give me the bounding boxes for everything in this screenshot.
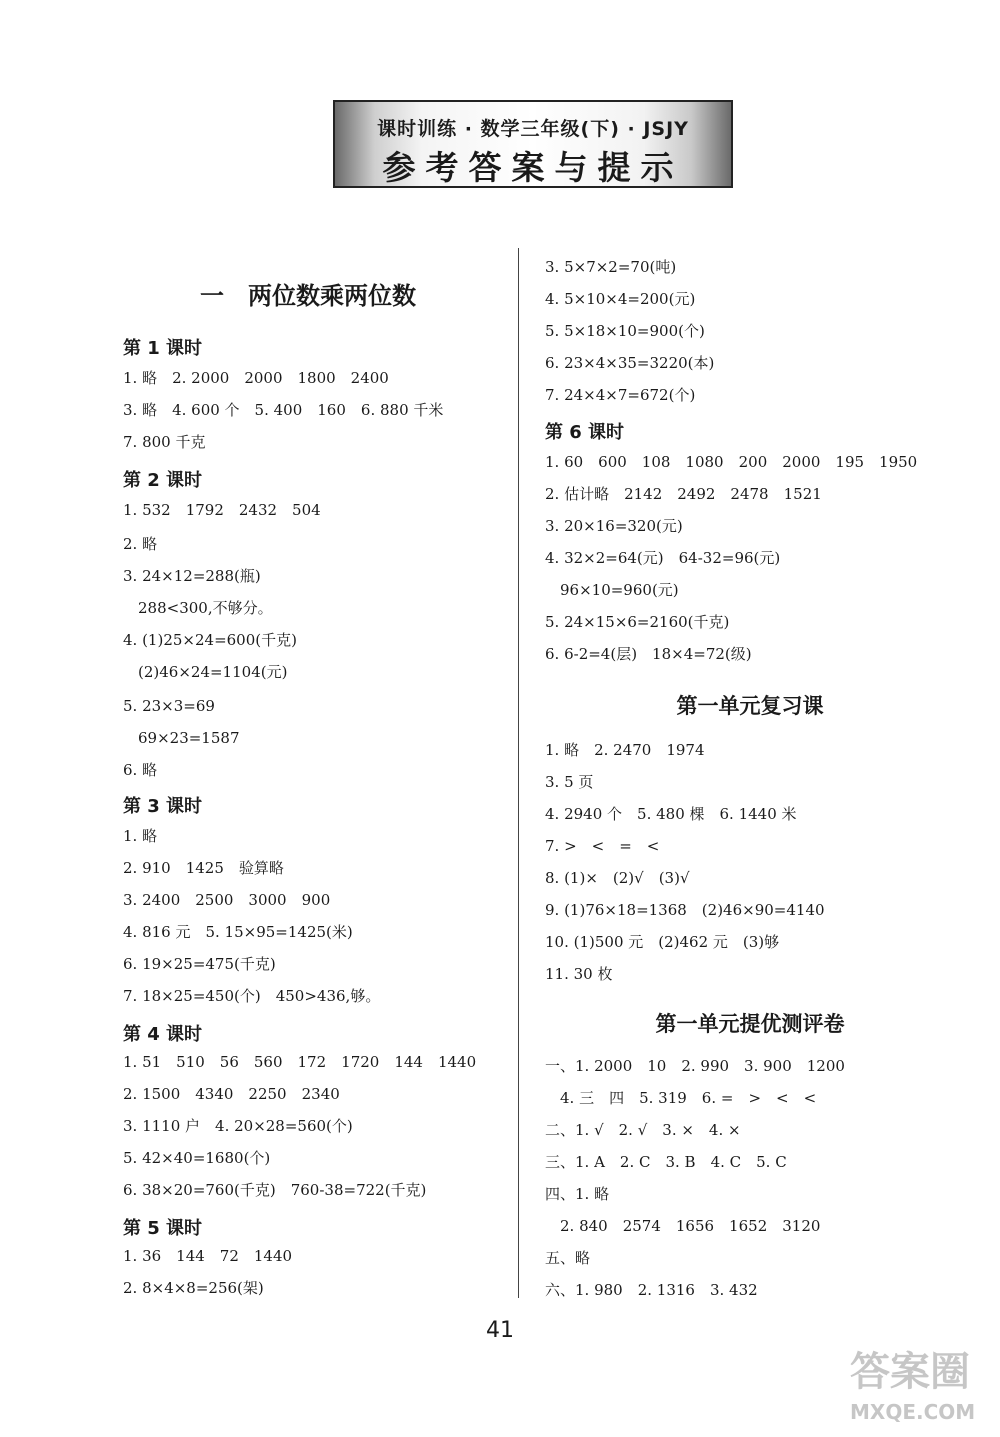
- answer-line: 1. 略: [123, 827, 158, 845]
- answer-line: 10. (1)500 元 (2)462 元 (3)够: [545, 933, 780, 951]
- answer-line: 288<300,不够分。: [123, 599, 273, 617]
- answer-line: 4. 2940 个 5. 480 棵 6. 1440 米: [545, 805, 797, 823]
- answer-line: 1. 60 600 108 1080 200 2000 195 1950: [545, 453, 918, 471]
- answer-line: 5. 24×15×6=2160(千克): [545, 613, 730, 631]
- answer-line: (2)46×24=1104(元): [123, 663, 288, 681]
- answer-line: 11. 30 枚: [545, 965, 613, 983]
- answer-line: 1. 略 2. 2470 1974: [545, 741, 705, 759]
- answer-line: 9. (1)76×18=1368 (2)46×90=4140: [545, 901, 825, 919]
- answer-line: 五、略: [545, 1249, 591, 1267]
- header-title: 参考答案与提示: [382, 148, 684, 187]
- column-divider: [518, 248, 519, 1298]
- lesson-heading: 第 1 课时: [123, 338, 203, 359]
- answer-line: 3. 5×7×2=70(吨): [545, 258, 677, 276]
- section-heading: 第一单元提优测评卷: [655, 1012, 845, 1036]
- answer-line: 1. 532 1792 2432 504: [123, 501, 321, 519]
- answer-line: 2. 1500 4340 2250 2340: [123, 1085, 340, 1103]
- answer-line: 3. 20×16=320(元): [545, 517, 683, 535]
- answer-line: 一、1. 2000 10 2. 990 3. 900 1200: [545, 1057, 845, 1075]
- answer-line: 1. 略 2. 2000 2000 1800 2400: [123, 369, 389, 387]
- answer-line: 5. 5×18×10=900(个): [545, 322, 705, 340]
- answer-line: 7. 24×4×7=672(个): [545, 386, 696, 404]
- answer-line: 2. 840 2574 1656 1652 3120: [545, 1217, 821, 1235]
- answer-line: 6. 19×25=475(千克): [123, 955, 276, 973]
- section-heading: 第一单元复习课: [676, 694, 824, 718]
- answer-line: 96×10=960(元): [545, 581, 679, 599]
- header-subtitle: 课时训练 · 数学三年级(下) · JSJY: [377, 118, 689, 140]
- answer-line: 四、1. 略: [545, 1185, 610, 1203]
- answer-line: 3. 1110 户 4. 20×28=560(个): [123, 1117, 353, 1135]
- answer-line: 7. 800 千克: [123, 433, 206, 451]
- answer-line: 4. 816 元 5. 15×95=1425(米): [123, 923, 353, 941]
- answer-line: 2. 估计略 2142 2492 2478 1521: [545, 485, 822, 503]
- answer-line: 3. 2400 2500 3000 900: [123, 891, 331, 909]
- answer-line: 7. > < = <: [545, 837, 660, 855]
- answer-line: 6. 略: [123, 761, 158, 779]
- lesson-heading: 第 3 课时: [123, 796, 203, 817]
- lesson-heading: 第 4 课时: [123, 1024, 203, 1045]
- header-banner: [333, 100, 733, 188]
- answer-line: 二、1. √ 2. √ 3. × 4. ×: [545, 1121, 741, 1139]
- answer-line: 1. 36 144 72 1440: [123, 1247, 293, 1265]
- answer-line: 69×23=1587: [123, 729, 240, 747]
- answer-line: 4. 三 四 5. 319 6. = > < <: [545, 1089, 817, 1107]
- answer-line: 7. 18×25=450(个) 450>436,够。: [123, 987, 381, 1005]
- answer-line: 3. 5 页: [545, 773, 594, 791]
- answer-line: 3. 略 4. 600 个 5. 400 160 6. 880 千米: [123, 401, 444, 419]
- answer-line: 4. 5×10×4=200(元): [545, 290, 696, 308]
- page-number: 41: [486, 1318, 514, 1343]
- lesson-heading: 第 6 课时: [545, 422, 625, 443]
- answer-line: 6. 38×20=760(千克) 760-38=722(千克): [123, 1181, 427, 1199]
- watermark-logo: [850, 1340, 995, 1432]
- answer-line: 6. 23×4×35=3220(本): [545, 354, 715, 372]
- watermark-url: MXQE.COM: [850, 1400, 976, 1424]
- answer-line: 2. 8×4×8=256(架): [123, 1279, 264, 1297]
- answer-line: 2. 略: [123, 535, 158, 553]
- answer-line: 8. (1)× (2)√ (3)√: [545, 869, 690, 887]
- unit-title: 一 两位数乘两位数: [200, 282, 416, 310]
- answer-line: 2. 910 1425 验算略: [123, 859, 284, 877]
- answer-line: 三、1. A 2. C 3. B 4. C 5. C: [545, 1153, 787, 1171]
- watermark-text: 答案圈: [850, 1349, 970, 1395]
- lesson-heading: 第 2 课时: [123, 470, 203, 491]
- answer-line: 6. 6-2=4(层) 18×4=72(级): [545, 645, 752, 663]
- answer-line: 5. 23×3=69: [123, 697, 215, 715]
- answer-line: 5. 42×40=1680(个): [123, 1149, 271, 1167]
- answer-line: 3. 24×12=288(瓶): [123, 567, 261, 585]
- answer-line: 4. (1)25×24=600(千克): [123, 631, 297, 649]
- answer-line: 1. 51 510 56 560 172 1720 144 1440: [123, 1053, 477, 1071]
- answer-line: 六、1. 980 2. 1316 3. 432: [545, 1281, 758, 1299]
- lesson-heading: 第 5 课时: [123, 1218, 203, 1239]
- answer-line: 4. 32×2=64(元) 64-32=96(元): [545, 549, 781, 567]
